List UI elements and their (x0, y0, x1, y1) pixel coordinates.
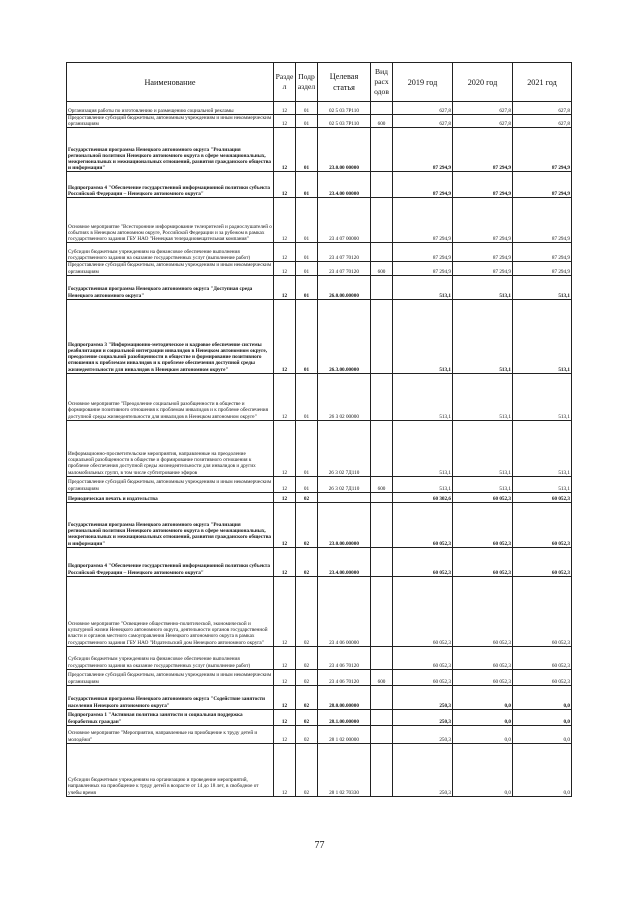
row-2021: 513,1 (513, 373, 572, 420)
row-2021: 627,8 (513, 115, 572, 128)
row-2019: 60 052,3 (393, 576, 453, 646)
header-statya: Целевая статья (318, 63, 371, 102)
row-razdel: 12 (274, 373, 296, 420)
row-statya: 23.4.00 00000 (318, 172, 371, 198)
row-name: Подпрограмма 4 "Обеспечение государственной информационной политики субъекта Российской Федерации – Ненецкого автономного округа" (67, 172, 274, 198)
row-vid (371, 685, 393, 709)
table-row (67, 492, 572, 502)
table-row (67, 299, 572, 373)
row-podrazdel: 01 (296, 243, 318, 262)
row-statya (318, 492, 371, 502)
row-vid (371, 725, 393, 743)
row-name: Основное мероприятие "Мероприятия, направленные на приобщение к труду детей и молодёжи" (67, 725, 274, 743)
table-row (67, 709, 572, 725)
row-2020: 60 052,3 (453, 576, 513, 646)
header-vid: Вид расх одов (371, 63, 393, 102)
row-name: Государственная программа Ненецкого автономного округа "Реализация региональной политики Ненецкого автономного округа в сфере межнациональных, межрегиональных и межнациональных отношений, развития гражданского общества и информации" (67, 128, 274, 172)
row-statya: 23.0.00 00000 (318, 128, 371, 172)
header-podrazdel: Подр аздел (296, 63, 318, 102)
table-row (67, 725, 572, 743)
row-statya: 26.3.00.00000 (318, 299, 371, 373)
row-podrazdel: 01 (296, 476, 318, 492)
table-row (67, 547, 572, 576)
row-2021: 513,1 (513, 299, 572, 373)
row-razdel: 12 (274, 576, 296, 646)
row-statya: 02 5 03 7Р110 (318, 102, 371, 115)
row-podrazdel: 01 (296, 172, 318, 198)
row-2020: 60 052,3 (453, 547, 513, 576)
row-razdel: 12 (274, 262, 296, 275)
row-2019: 250,3 (393, 725, 453, 743)
row-podrazdel: 02 (296, 685, 318, 709)
row-2019: 87 294,9 (393, 243, 453, 262)
row-name: Основное мероприятие "Преодоление социальной разобщенности в обществе и формирование позитивного отношения к проблемам инвалидов и к проблеме обеспечения доступной среды жизнедеятельности для инвалидов в Ненецком автономном округе" (67, 373, 274, 420)
row-statya: 28 1 02 00000 (318, 725, 371, 743)
row-razdel: 12 (274, 115, 296, 128)
row-razdel: 12 (274, 646, 296, 669)
row-2020: 87 294,9 (453, 243, 513, 262)
row-2019: 250,3 (393, 709, 453, 725)
table-row (67, 502, 572, 547)
row-vid (371, 275, 393, 299)
row-statya: 28 1 02 70330 (318, 743, 371, 796)
row-2019: 513,1 (393, 373, 453, 420)
row-podrazdel: 02 (296, 547, 318, 576)
row-razdel: 12 (274, 492, 296, 502)
row-2019: 627,8 (393, 102, 453, 115)
row-vid (371, 502, 393, 547)
row-2021: 513,1 (513, 275, 572, 299)
row-2019: 60 052,3 (393, 547, 453, 576)
row-podrazdel: 01 (296, 198, 318, 243)
row-name: Подпрограмма 4 "Обеспечение государственной информационной политики субъекта Российской Федерации – Ненецкого автономного округа" (67, 547, 274, 576)
row-razdel: 12 (274, 198, 296, 243)
row-name: Субсидии бюджетным учреждениям на организацию и проведение мероприятий, направленных на приобщение к труду детей в возрасте от 14 до 18 лет, в свободное от учебы время (67, 743, 274, 796)
row-razdel: 12 (274, 420, 296, 476)
row-podrazdel: 01 (296, 128, 318, 172)
row-statya: 23 4 07 70120 (318, 243, 371, 262)
row-name: Государственная программа Ненецкого автономного округа "Содействие занятости населения Ненецкого автономного округа" (67, 685, 274, 709)
row-2020: 513,1 (453, 275, 513, 299)
table-row (67, 743, 572, 796)
row-2020: 513,1 (453, 373, 513, 420)
header-2019: 2019 год (393, 63, 453, 102)
row-statya: 26.0.00.00000 (318, 275, 371, 299)
row-statya: 23.4.00.00000 (318, 547, 371, 576)
row-name: Организация работы по изготовлению и размещению социальной рекламы (67, 102, 274, 115)
row-2020: 627,8 (453, 115, 513, 128)
row-name: Предоставление субсидий бюджетным, автономным учреждениям и иным некоммерческим организациям (67, 115, 274, 128)
row-vid (371, 646, 393, 669)
row-name: Государственная программа Ненецкого автономного округа "Доступная среда Ненецкого автономного округа" (67, 275, 274, 299)
row-vid: 600 (371, 262, 393, 275)
row-razdel: 12 (274, 102, 296, 115)
row-2020: 87 294,9 (453, 172, 513, 198)
page-number: 77 (314, 840, 325, 851)
row-2021: 87 294,9 (513, 243, 572, 262)
row-vid (371, 243, 393, 262)
row-2020: 87 294,9 (453, 128, 513, 172)
row-razdel: 12 (274, 243, 296, 262)
row-2020: 513,1 (453, 476, 513, 492)
row-podrazdel: 02 (296, 725, 318, 743)
row-name: Предоставление субсидий бюджетным, автономным учреждениям и иным некоммерческим организациям (67, 476, 274, 492)
row-2020: 60 052,3 (453, 646, 513, 669)
table-row (67, 172, 572, 198)
row-vid: 600 (371, 669, 393, 685)
row-2021: 0,0 (513, 709, 572, 725)
row-2021: 0,0 (513, 685, 572, 709)
row-2021: 60 052,3 (513, 646, 572, 669)
row-2020: 60 052,3 (453, 492, 513, 502)
row-2021: 627,8 (513, 102, 572, 115)
row-2019: 513,1 (393, 420, 453, 476)
row-podrazdel: 02 (296, 492, 318, 502)
table-row (67, 420, 572, 476)
row-razdel: 12 (274, 172, 296, 198)
header-2021: 2021 год (513, 63, 572, 102)
row-razdel: 12 (274, 476, 296, 492)
row-razdel: 12 (274, 502, 296, 547)
row-2020: 87 294,9 (453, 262, 513, 275)
row-2021: 87 294,9 (513, 198, 572, 243)
row-2020: 513,1 (453, 299, 513, 373)
row-vid: 600 (371, 115, 393, 128)
row-podrazdel: 02 (296, 576, 318, 646)
table-row (67, 243, 572, 262)
row-statya: 28.1.00.00000 (318, 709, 371, 725)
row-statya: 23 4 07 70120 (318, 262, 371, 275)
row-2019: 60 052,3 (393, 669, 453, 685)
row-2019: 513,1 (393, 476, 453, 492)
row-razdel: 12 (274, 299, 296, 373)
table-row (67, 275, 572, 299)
row-vid (371, 299, 393, 373)
row-statya: 23 4 06 70120 (318, 669, 371, 685)
table-row (67, 373, 572, 420)
row-2020: 0,0 (453, 725, 513, 743)
row-podrazdel: 02 (296, 669, 318, 685)
row-2020: 627,8 (453, 102, 513, 115)
row-podrazdel: 02 (296, 646, 318, 669)
row-2019: 250,3 (393, 685, 453, 709)
row-name: Предоставление субсидий бюджетным, автономным учреждениям и иным некоммерческим организациям (67, 669, 274, 685)
row-vid (371, 102, 393, 115)
budget-table (66, 62, 572, 797)
row-2021: 513,1 (513, 476, 572, 492)
row-2019: 87 294,9 (393, 198, 453, 243)
row-2019: 513,1 (393, 299, 453, 373)
row-2021: 0,0 (513, 743, 572, 796)
row-2021: 87 294,9 (513, 262, 572, 275)
row-vid (371, 198, 393, 243)
row-2020: 60 052,3 (453, 669, 513, 685)
row-2019: 60 052,3 (393, 502, 453, 547)
table-row (67, 262, 572, 275)
header-2020: 2020 год (453, 63, 513, 102)
row-2021: 60 052,3 (513, 576, 572, 646)
row-2020: 0,0 (453, 709, 513, 725)
row-2020: 0,0 (453, 743, 513, 796)
row-name: Основное мероприятие "Освещение общественно-политической, экономической и культурной жизни Ненецкого автономного округа, деятельности органов государственной власти и органов местного самоуправления Ненецкого автономного округа в рамках государственного задания ГБУ НАО "Издательский дом Ненецкого автономного округа" (67, 576, 274, 646)
row-statya: 23.0.00.00000 (318, 502, 371, 547)
row-podrazdel: 01 (296, 262, 318, 275)
table-row (67, 128, 572, 172)
row-2021: 0,0 (513, 725, 572, 743)
row-name: Основное мероприятие "Всесторонние информирование телезрителей и радиослушателей о событиях в Ненецком автономном округе, Российской Федерации и за рубежом в рамках государственного задания ГБУ НАО "Ненецкая телерадиовещательная компания" (67, 198, 274, 243)
row-razdel: 12 (274, 685, 296, 709)
row-podrazdel: 01 (296, 420, 318, 476)
row-razdel: 12 (274, 725, 296, 743)
row-statya: 02 5 03 7Р110 (318, 115, 371, 128)
row-razdel: 12 (274, 743, 296, 796)
row-2021: 60 052,3 (513, 502, 572, 547)
row-razdel: 12 (274, 669, 296, 685)
row-statya: 26 3 02 7Д110 (318, 476, 371, 492)
table-row (67, 198, 572, 243)
row-2020: 87 294,9 (453, 198, 513, 243)
row-podrazdel: 01 (296, 373, 318, 420)
row-statya: 23 4 06 00000 (318, 576, 371, 646)
table-row (67, 685, 572, 709)
row-name: Периодическая печать и издательства (67, 492, 274, 502)
row-2019: 250,3 (393, 743, 453, 796)
row-podrazdel: 02 (296, 709, 318, 725)
budget-table-container (66, 62, 571, 797)
row-2019: 87 294,9 (393, 172, 453, 198)
row-vid (371, 709, 393, 725)
row-statya: 28.0.00.00000 (318, 685, 371, 709)
row-podrazdel: 02 (296, 502, 318, 547)
row-2021: 60 052,3 (513, 547, 572, 576)
row-2021: 87 294,9 (513, 172, 572, 198)
row-razdel: 12 (274, 128, 296, 172)
row-vid (371, 576, 393, 646)
row-2019: 627,8 (393, 115, 453, 128)
table-row (67, 115, 572, 128)
row-2020: 60 052,3 (453, 502, 513, 547)
row-2019: 87 294,9 (393, 262, 453, 275)
row-statya: 23 4 07 00000 (318, 198, 371, 243)
row-vid: 600 (371, 476, 393, 492)
table-row (67, 646, 572, 669)
row-vid (371, 743, 393, 796)
row-name: Подпрограмма 1 "Активная политика занятости и социальная поддержка безработных граждан" (67, 709, 274, 725)
row-name: Информационно-просветительские мероприятия, направленные на преодоление социальной разобщенности в обществе и формирование позитивного отношения к проблеме обеспечения доступной среды жизнедеятельности для инвалидов и других маломобильных групп, в том числе субтитрование эфиров (67, 420, 274, 476)
row-2019: 60 302,6 (393, 492, 453, 502)
row-statya: 26 3 02 7Д110 (318, 420, 371, 476)
row-vid (371, 420, 393, 476)
row-2020: 513,1 (453, 420, 513, 476)
row-razdel: 12 (274, 275, 296, 299)
row-2019: 60 052,3 (393, 646, 453, 669)
row-vid (371, 373, 393, 420)
table-row (67, 669, 572, 685)
row-vid (371, 172, 393, 198)
row-2019: 513,1 (393, 275, 453, 299)
table-row (67, 102, 572, 115)
row-vid (371, 492, 393, 502)
row-name: Предоставление субсидий бюджетным, автономным учреждениям и иным некоммерческим организациям (67, 262, 274, 275)
row-podrazdel: 02 (296, 743, 318, 796)
row-2021: 60 052,3 (513, 492, 572, 502)
row-podrazdel: 01 (296, 275, 318, 299)
table-body (67, 102, 572, 797)
row-2019: 87 294,9 (393, 128, 453, 172)
row-name: Субсидии бюджетным учреждениям на финансовое обеспечение выполнения государственного задания на оказание государственных услуг (выполнение работ) (67, 646, 274, 669)
row-2021: 87 294,9 (513, 128, 572, 172)
row-2021: 513,1 (513, 420, 572, 476)
table-row (67, 576, 572, 646)
table-header-row (67, 63, 572, 102)
row-razdel: 12 (274, 709, 296, 725)
row-statya: 23 4 06 70120 (318, 646, 371, 669)
header-name: Наименование (67, 63, 274, 102)
row-podrazdel: 01 (296, 299, 318, 373)
row-name: Подпрограмма 3 "Информационно-методическое и кадровое обеспечение системы реабилитации и социальной интеграции инвалидов в Ненецком автономном округе, преодоление социальной разобщенности в обществе и формирование позитивного отношения к проблемам инвалидов и к проблеме обеспечения доступной среды жизнедеятельности для инвалидов в Ненецком автономном округе" (67, 299, 274, 373)
row-statya: 26 3 02 00000 (318, 373, 371, 420)
row-2020: 0,0 (453, 685, 513, 709)
row-razdel: 12 (274, 547, 296, 576)
row-2021: 60 052,3 (513, 669, 572, 685)
row-vid (371, 128, 393, 172)
row-name: Субсидии бюджетным учреждениям на финансовое обеспечение выполнения государственного задания на оказание государственных услуг (выполнение работ) (67, 243, 274, 262)
header-razdel: Разде л (274, 63, 296, 102)
row-name: Государственная программа Ненецкого автономного округа "Реализация региональной политики Ненецкого автономного округа в сфере межнациональных, межрегиональных и межнациональных отношений, развития гражданского общества и информации" (67, 502, 274, 547)
row-podrazdel: 01 (296, 102, 318, 115)
row-vid (371, 547, 393, 576)
row-podrazdel: 01 (296, 115, 318, 128)
table-row (67, 476, 572, 492)
